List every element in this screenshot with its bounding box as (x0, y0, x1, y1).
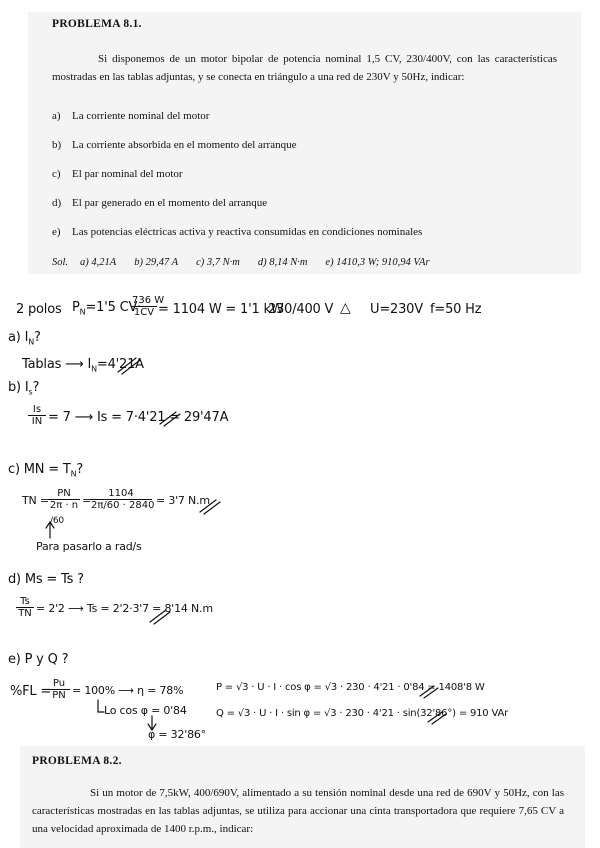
sol-a: a) 4,21A (80, 257, 117, 268)
note-a-line: Tablas ⟶ $I_N=4'21A$ (22, 357, 144, 374)
solution-line: Sol. a) 4,21A b) 29,47 A c) 3,7 N·m d) 8,14 N·m e) 1410,3 W; 910,94 VAr (52, 257, 430, 268)
item-a: a) La corriente nominal del motor (52, 110, 210, 122)
note-c-annotation: Para pasarlo a rad/s (36, 540, 142, 553)
note-d-label: d) Ms = Ts ? (8, 572, 84, 587)
sol-c: c) 3,7 N·m (196, 257, 240, 268)
sol-b: b) 29,47 A (134, 257, 179, 268)
note-c-label: c) MN = $T_N$? (8, 462, 84, 479)
note-c-fraction-2: $\frac{1104}{2\pi/60 \cdot 2840}$ (91, 488, 155, 511)
note-b-label: b) $I_s$? (8, 380, 40, 397)
note-e-q: Q = √3 · U · I · sin φ = √3 · 230 · 4'21 · sin(32'86°) = 910 VAr (216, 708, 509, 719)
note-c-tn: TN = (22, 494, 49, 507)
note-b-fraction: $\frac{Is}{IN}$ (28, 404, 46, 427)
delta-icon: △ (340, 300, 351, 316)
note-u: U=230V (370, 302, 423, 317)
note-b-line: = 7 ⟶ Is = 7·4'21 = 29'47A (48, 410, 229, 425)
note-pn-result: = 1104 W = 1'1 kW (158, 302, 284, 317)
sol-d: d) 8,14 N·m (257, 257, 308, 268)
note-d-line: = 2'2 ⟶ Ts = 2'2·3'7 = 8'14 N.m (36, 602, 213, 615)
note-e-label: e) P y Q ? (8, 652, 69, 667)
problem-8-1-title: PROBLEMA 8.1. (52, 18, 142, 30)
note-e-fraction: $\frac{Pu}{PN}$ (48, 678, 70, 701)
note-e-phi: φ = 32'86° (148, 728, 206, 741)
note-c-fraction-1: $\frac{PN}{2\pi \cdot n}$ (49, 488, 79, 511)
note-d-fraction: $\frac{Ts}{TN}$ (16, 596, 34, 619)
note-f: f=50 Hz (430, 302, 482, 317)
sol-e: e) 1410,3 W; 910,94 VAr (325, 257, 430, 268)
note-e-p: P = √3 · U · I · cos φ = √3 · 230 · 4'21 · 0'84 = 1408'8 W (216, 682, 485, 693)
note-c-result: = 3'7 N.m (156, 494, 210, 507)
item-e: e) Las potencias eléctricas activa y reactiva consumidas en condiciones nominales (52, 226, 423, 238)
note-pn-fraction: $\frac{736 W}{1CV}$ (132, 295, 165, 318)
note-c-eq: = (82, 494, 92, 507)
note-e-fl-result: = 100% ⟶ η = 78% (72, 684, 184, 697)
item-b: b) La corriente absorbida en el momento del arranque (52, 139, 297, 151)
note-c-sixty: /60 (50, 516, 64, 526)
problem-8-1-intro: Si disponemos de un motor bipolar de potencia nominal 1,5 CV, 230/400V, con las características mostradas en las tablas adjuntas, y se conecta en triángulo a una red de 230V y 50Hz, indicar: (52, 53, 557, 83)
note-e-cos: Lo cos φ = 0'84 (104, 704, 187, 717)
note-pn: $P_N=1'5$ CV· (72, 300, 142, 317)
note-poles: 2 polos (16, 302, 62, 317)
item-d: d) El par generado en el momento del arranque (52, 197, 268, 209)
problem-8-2-title: PROBLEMA 8.2. (32, 755, 122, 767)
item-c: c) El par nominal del motor (52, 168, 183, 180)
note-a-label: a) $I_N$? (8, 330, 41, 347)
problem-8-2-text: Si un motor de 7,5kW, 400/690V, alimentado a su tensión nominal desde una red de 690V y 50Hz, con las características mostradas en las tablas adjuntas, se utiliza para accionar una cinta transportadora que requiere 7,65 CV a una velocidad aproximada de 1400 r.p.m., indicar: (32, 787, 564, 835)
note-voltage: 230/400 V (268, 302, 334, 317)
note-e-fl: %FL = (10, 684, 52, 699)
